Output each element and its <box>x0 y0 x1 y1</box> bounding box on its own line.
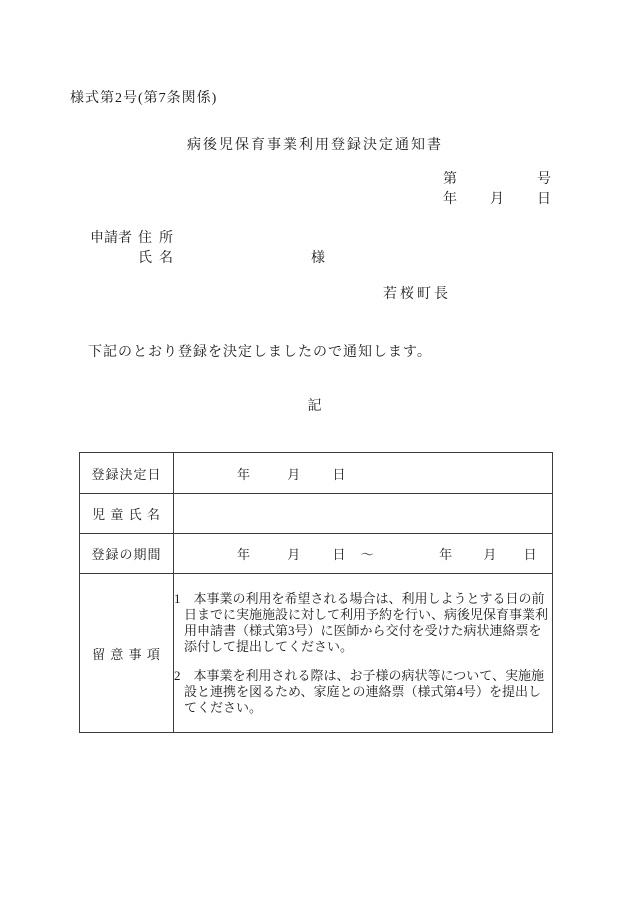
number-prefix-label: 第 <box>443 172 457 187</box>
applicant-address-line <box>90 229 325 249</box>
note-item-1 <box>174 591 552 655</box>
sender-title: 若桜町長 <box>383 287 451 302</box>
issue-day-label: 日 <box>537 192 551 207</box>
row-label-registration-period: 登録の期間 <box>80 534 174 574</box>
period-tilde: ～ <box>360 547 374 562</box>
address-label: 住 所 <box>138 231 173 246</box>
applicant-name-line <box>138 249 325 269</box>
body-text: 下記のとおり登録を決定しましたので通知します。 <box>88 345 432 360</box>
table-row-child-name <box>80 494 553 534</box>
period-start-month-label: 月 <box>287 547 301 562</box>
note-2-number: 2 <box>174 667 181 683</box>
form-number: 様式第2号(第7条関係) <box>70 91 218 106</box>
row-label-notes: 留 意 事 項 <box>80 574 174 733</box>
issue-month-label: 月 <box>490 192 504 207</box>
issue-date-line <box>443 190 551 210</box>
month-label: 月 <box>287 466 301 482</box>
honorific-label: 様 <box>311 251 325 266</box>
registration-period-cell <box>174 534 553 574</box>
note-2-text: 本事業を利用される際は、お子様の病状等について、実施施設と連携を図るため、家庭との連絡票（様式第4号）を提出してください。 <box>184 667 544 715</box>
period-end-day-label: 日 <box>523 547 537 562</box>
notes-cell <box>174 574 553 733</box>
table-row-notes <box>80 574 553 733</box>
document-number-line <box>443 170 551 190</box>
child-name-cell <box>174 494 553 534</box>
note-1-text: 本事業の利用を希望される場合は、利用しようとする日の前日までに実施施設に対して利用予約を行い、病後児保育事業利用申請書（様式第3号）に医師から交付を受けた病状連絡票を添付して提出してください。 <box>184 590 549 654</box>
issue-year-label: 年 <box>443 192 457 207</box>
row-label-decision-date: 登録決定日 <box>80 453 174 494</box>
table-row-decision-date <box>80 453 553 494</box>
period-start-day-label: 日 <box>332 547 346 562</box>
applicant-block <box>90 229 325 269</box>
period-end-year-label: 年 <box>439 547 453 562</box>
applicant-role-label: 申請者 <box>90 231 132 246</box>
name-label: 氏 名 <box>138 251 173 266</box>
note-item-2 <box>174 668 552 716</box>
year-label: 年 <box>237 466 251 482</box>
period-start-year-label: 年 <box>237 547 251 562</box>
period-end-month-label: 月 <box>483 547 497 562</box>
number-suffix-label: 号 <box>537 172 551 187</box>
issue-block <box>443 170 551 210</box>
document-title: 病後児保育事業利用登録決定通知書 <box>187 138 443 153</box>
decision-date-cell <box>174 453 553 494</box>
note-1-number: 1 <box>174 590 181 606</box>
registration-table <box>79 452 553 733</box>
reference-mark: 記 <box>307 399 323 414</box>
row-label-child-name: 児 童 氏 名 <box>80 494 174 534</box>
day-label: 日 <box>332 466 346 482</box>
table-row-registration-period <box>80 534 553 574</box>
